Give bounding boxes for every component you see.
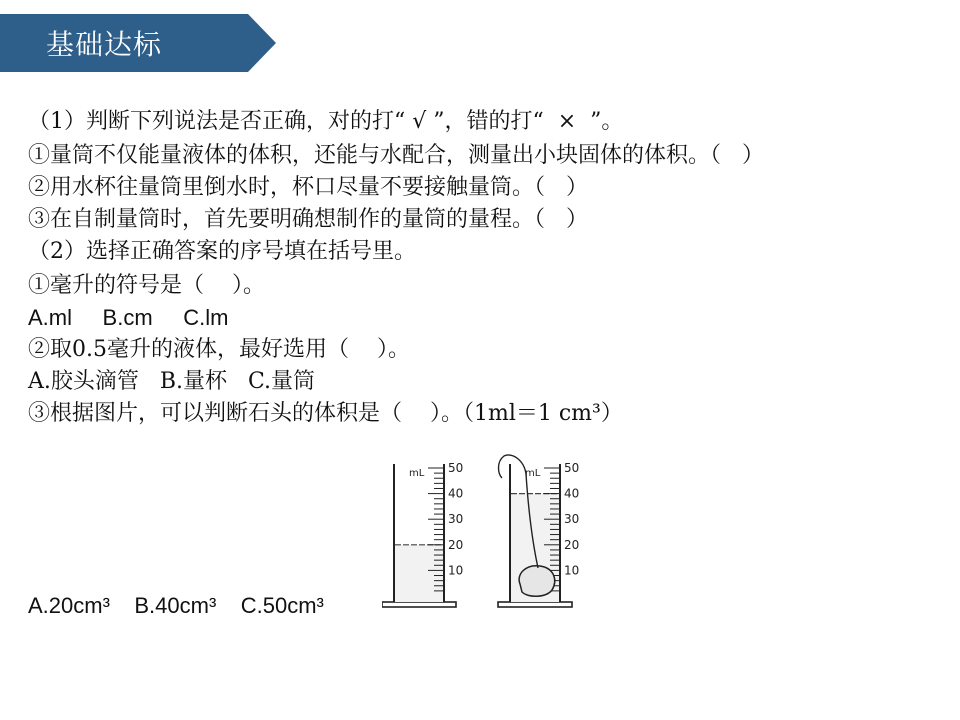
cylinder-left-water	[395, 545, 443, 602]
question-2-item-2: ②取0.5毫升的液体，最好选用（ ）。	[28, 337, 410, 362]
question-2-item-2-options: A.胶头滴管 B.量杯 C.量筒	[28, 369, 316, 394]
cylinder-left-tick-label: 40	[448, 486, 464, 501]
cylinder-right-tick-label: 40	[564, 486, 580, 501]
cylinder-right-unit-label: mL	[525, 468, 541, 479]
question-1-instruction: （1）判断下列说法是否正确，对的打“ √ ”，错的打“ × ”。	[28, 109, 624, 134]
cylinder-right-tick-label: 20	[564, 537, 580, 552]
question-2-item-3-options: A.20cm³ B.40cm³ C.50cm³	[28, 593, 324, 618]
question-1-item-2: ②用水杯往量筒里倒水时，杯口尽量不要接触量筒。（ ）	[28, 175, 588, 200]
cylinder-left-tick-label: 50	[448, 461, 464, 475]
cylinder-right-tick-label: 10	[564, 563, 580, 578]
question-1-item-3: ③在自制量筒时，首先要明确想制作的量筒的量程。（ ）	[28, 207, 588, 232]
question-1-item-1: ①量筒不仅能量液体的体积，还能与水配合，测量出小块固体的体积。（ ）	[28, 143, 764, 168]
cylinder-right-tick-label: 50	[564, 461, 580, 475]
graduated-cylinders-figure	[382, 444, 582, 614]
section-header-banner	[0, 14, 276, 72]
cylinder-left-tick-label: 10	[448, 563, 464, 578]
cylinders-drawing	[382, 444, 582, 614]
cylinder-left-tick-label: 20	[448, 537, 464, 552]
question-2-item-3: ③根据图片，可以判断石头的体积是（ ）。（1ml＝1 cm³）	[28, 401, 623, 426]
stone	[519, 566, 555, 597]
question-2-instruction: （2）选择正确答案的序号填在括号里。	[28, 239, 416, 264]
cylinder-right-base	[498, 602, 572, 607]
section-title: 基础达标	[46, 28, 163, 61]
cylinder-left-tick-label: 30	[448, 512, 464, 527]
cylinder-left-unit-label: mL	[409, 468, 425, 479]
question-2-item-1: ①毫升的符号是（ ）。	[28, 273, 265, 298]
question-2-item-1-options: A.ml B.cm C.lm	[28, 305, 229, 330]
cylinder-left-base	[382, 602, 456, 607]
cylinder-right-tick-label: 30	[564, 512, 580, 527]
